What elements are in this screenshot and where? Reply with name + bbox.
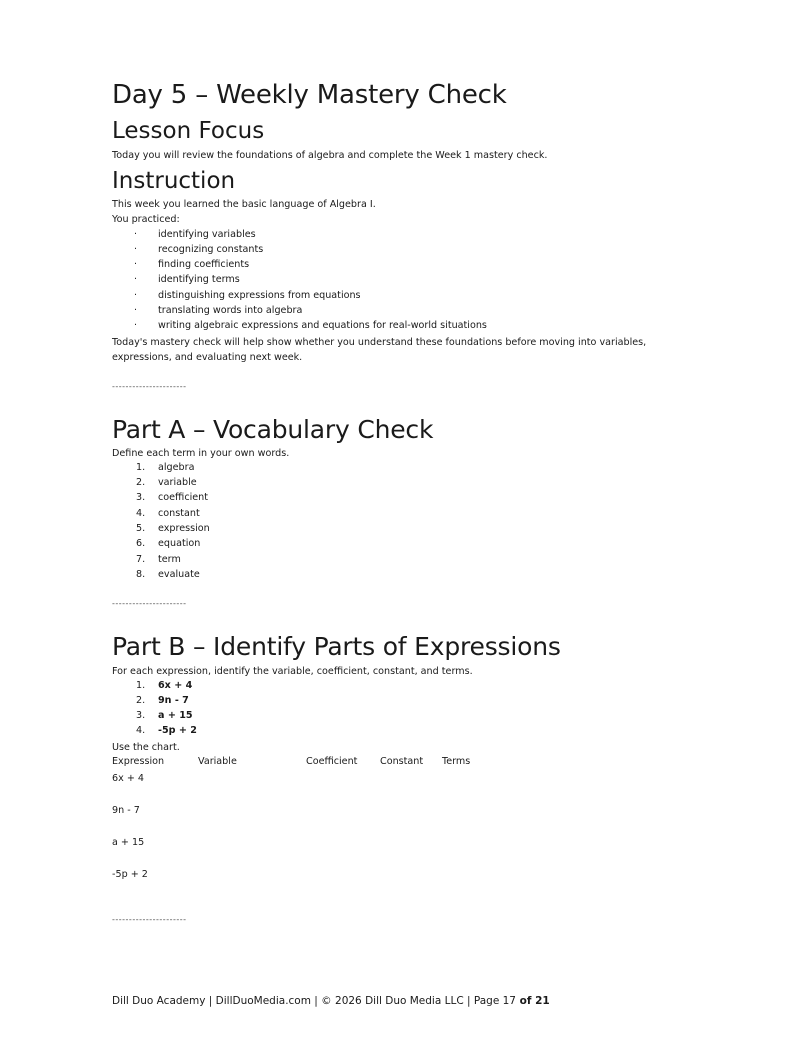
instruction-heading: Instruction: [112, 168, 236, 194]
table-row: 6x + 4: [112, 773, 145, 784]
lesson-focus-heading: Lesson Focus: [112, 118, 265, 144]
list-item: 7. term: [136, 554, 181, 565]
separator: ----------------------: [112, 382, 187, 391]
list-item: 6. equation: [136, 538, 201, 549]
list-item: 3. coefficient: [136, 492, 209, 503]
list-item: 2. variable: [136, 477, 197, 488]
page-footer: [112, 995, 550, 1007]
list-item: · identifying variables: [134, 229, 256, 240]
column-header-expression: Expression: [112, 756, 165, 767]
list-item: · distinguishing expressions from equations: [134, 290, 361, 301]
page-title: Day 5 – Weekly Mastery Check: [112, 80, 507, 110]
column-header-constant: Constant: [380, 756, 424, 767]
list-item: 8. evaluate: [136, 569, 200, 580]
list-item: · translating words into algebra: [134, 305, 303, 316]
column-header-variable: Variable: [198, 756, 237, 767]
table-row: 9n - 7: [112, 805, 140, 816]
instruction-line-2: You practiced:: [112, 214, 180, 225]
part-b-heading: Part B – Identify Parts of Expressions: [112, 632, 561, 661]
list-item: 5. expression: [136, 523, 210, 534]
list-item: · identifying terms: [134, 274, 240, 285]
part-b-instructions: For each expression, identify the variable, coefficient, constant, and terms.: [112, 666, 473, 677]
list-item: 1. algebra: [136, 462, 195, 473]
instruction-line-1: This week you learned the basic language of Algebra I.: [112, 199, 376, 210]
instruction-closing: Today's mastery check will help show whether you understand these foundations before moving into variables, expressions, and evaluating next week.: [112, 337, 647, 363]
list-item: 1. 6x + 4: [136, 680, 193, 691]
chart-note: Use the chart.: [112, 742, 180, 753]
list-item: 2. 9n - 7: [136, 695, 189, 706]
separator: ----------------------: [112, 915, 187, 924]
list-item: 4. -5p + 2: [136, 725, 197, 736]
list-item: · recognizing constants: [134, 244, 264, 255]
list-item: 4. constant: [136, 508, 200, 519]
part-a-instructions: Define each term in your own words.: [112, 448, 290, 459]
table-row: -5p + 2: [112, 869, 148, 880]
table-row: a + 15: [112, 837, 145, 848]
separator: ----------------------: [112, 599, 187, 608]
column-header-coefficient: Coefficient: [306, 756, 358, 767]
column-header-terms: Terms: [442, 756, 471, 767]
footer-page-total: of 21: [515, 995, 550, 1007]
list-item: · finding coefficients: [134, 259, 250, 270]
lesson-focus-text: Today you will review the foundations of algebra and complete the Week 1 mastery check.: [112, 150, 548, 161]
list-item: · writing algebraic expressions and equations for real-world situations: [134, 320, 487, 331]
footer-text: Dill Duo Academy | DillDuoMedia.com | © 2026 Dill Duo Media LLC | Page 17: [112, 995, 516, 1007]
part-a-heading: Part A – Vocabulary Check: [112, 415, 434, 444]
list-item: 3. a + 15: [136, 710, 193, 721]
